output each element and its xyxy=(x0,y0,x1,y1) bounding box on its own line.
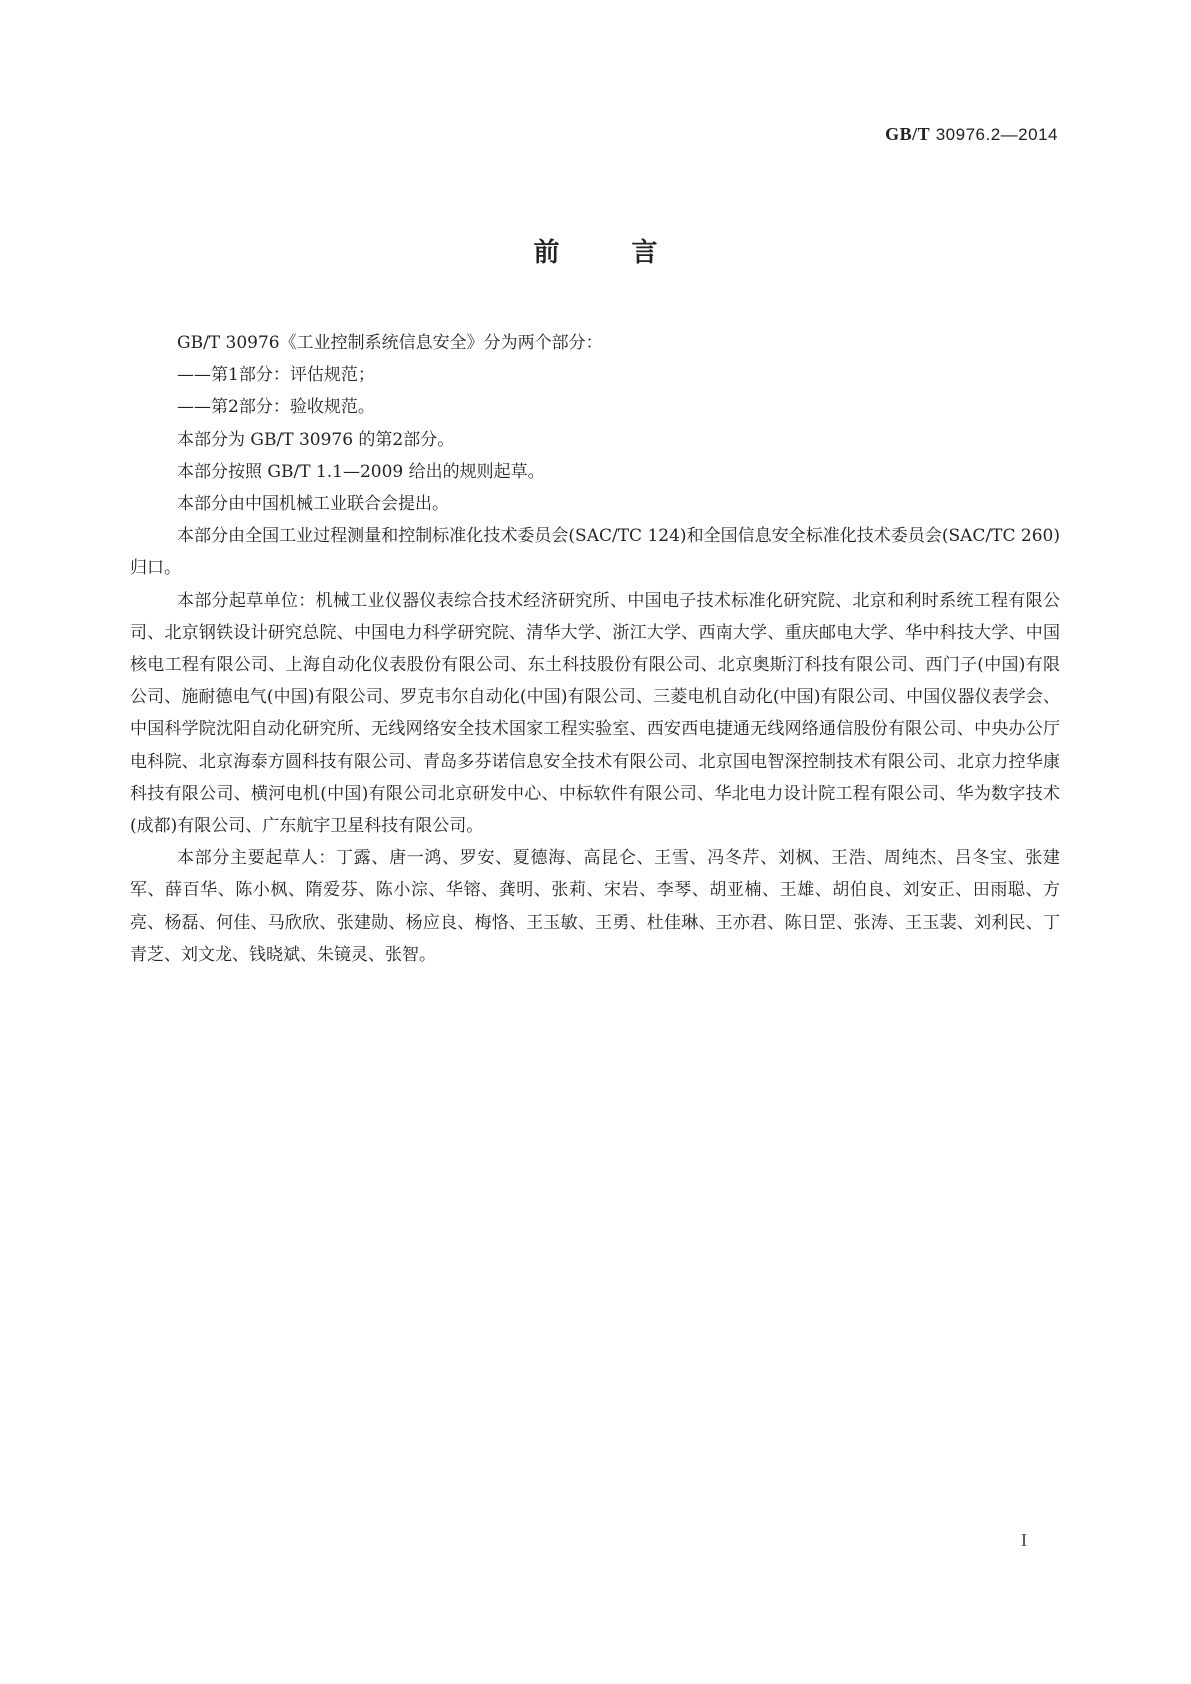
standard-code-header xyxy=(885,124,1058,145)
paragraph-proposed-by: 本部分由中国机械工业联合会提出。 xyxy=(177,494,449,515)
paragraph-drafting-rules: 本部分按照 GB/T 1.1—2009 给出的规则起草。 xyxy=(177,461,545,482)
title-char-1: 前 xyxy=(533,238,560,268)
standard-prefix: GB/T xyxy=(885,124,931,144)
paragraph-administered-by: 本部分由全国工业过程测量和控制标准化技术委员会(SAC/TC 124)和全国信息安全标准化技术委员会(SAC/TC 260)归口。 xyxy=(130,526,1060,579)
page-number: I xyxy=(1021,1530,1027,1550)
list-item-part2: ——第2部分：验收规范。 xyxy=(177,397,375,418)
paragraph-drafting-units: 本部分起草单位：机械工业仪器仪表综合技术经济研究所、中国电子技术标准化研究院、北京和利时系统工程有限公司、北京钢铁设计研究总院、中国电力科学研究院、清华大学、浙江大学、西南大学、重庆邮电大学、华中科技大学、中国核电工程有限公司、上海自动化仪表股份有限公司、东土科技股份有限公司、北京奥斯汀科技有限公司、西门子(中国)有限公司、施耐德电气(中国)有限公司、罗克韦尔自动化(中国)有限公司、三菱电机自动化(中国)有限公司、中国仪器仪表学会、中国科学院沈阳自动化研究所、无线网络安全技术国家工程实验室、西安西电捷通无线网络通信股份有限公司、中央办公厅电科院、北京海泰方圆科技有限公司、青岛多芬诺信息安全技术有限公司、北京国电智深控制技术有限公司、北京力控华康科技有限公司、横河电机(中国)有限公司北京研发中心、中标软件有限公司、华北电力设计院工程有限公司、华为数字技术(成都)有限公司、广东航宇卫星科技有限公司。 xyxy=(130,590,1060,837)
paragraph-parts-intro: GB/T 30976《工业控制系统信息安全》分为两个部分： xyxy=(177,333,603,353)
list-item-part1: ——第1部分：评估规范； xyxy=(177,365,375,386)
foreword-body xyxy=(130,327,1060,971)
paragraph-this-part: 本部分为 GB/T 30976 的第2部分。 xyxy=(177,429,455,450)
paragraph-drafters: 本部分主要起草人：丁露、唐一鸿、罗安、夏德海、高昆仑、王雪、冯冬芹、刘枫、王浩、周纯杰、吕冬宝、张建军、薛百华、陈小枫、隋爱芬、陈小淙、华镕、龚明、张莉、宋岩、李琴、胡亚楠、王雄、胡伯良、刘安正、田雨聪、方亮、杨磊、何佳、马欣欣、张建勋、杨应良、梅恪、王玉敏、王勇、杜佳琳、王亦君、陈日罡、张涛、王玉裴、刘利民、丁青芝、刘文龙、钱晓斌、朱镜灵、张智。 xyxy=(130,848,1060,965)
page-title xyxy=(0,232,1191,269)
title-char-2: 言 xyxy=(631,238,658,268)
standard-number: 30976.2—2014 xyxy=(935,125,1058,144)
